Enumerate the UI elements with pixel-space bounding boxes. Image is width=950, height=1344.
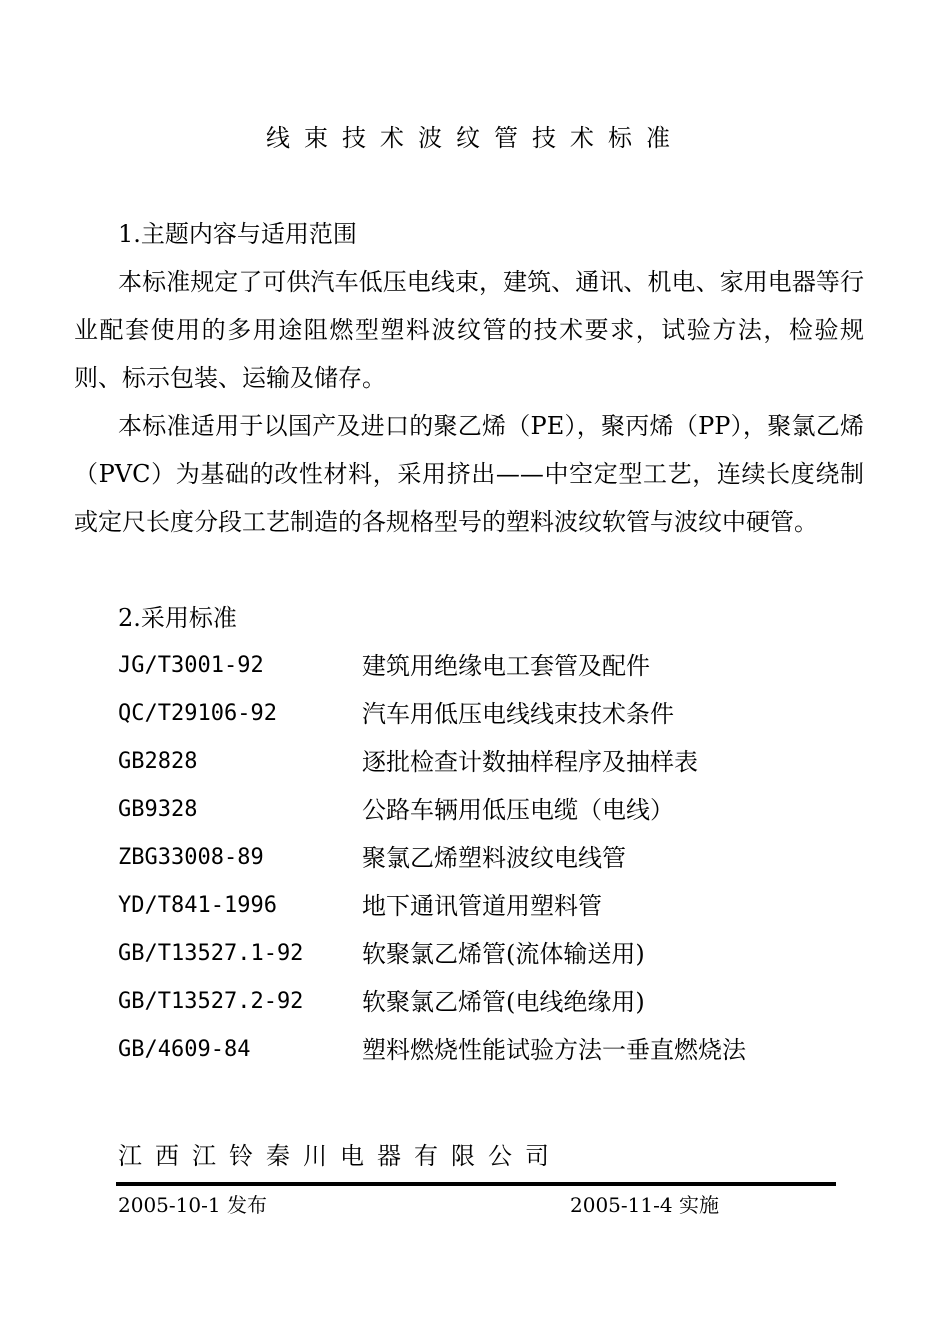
scope-paragraph-2: 本标准适用于以国产及进口的聚乙烯（PE），聚丙烯（PP），聚氯乙烯（PVC）为基础的改性材料，采用挤出——中空定型工艺，连续长度绕制或定尺长度分段工艺制造的各规格型号的塑料波纹软管与波纹中硬管。 [74, 412, 864, 536]
company-name: 江西江铃秦川电器有限公司 [118, 1142, 562, 1170]
scope-paragraph-1: 本标准规定了可供汽车低压电线束，建筑、通讯、机电、家用电器等行业配套使用的多用途阻燃型塑料波纹管的技术要求，试验方法，检验规则、标示包装、运输及储存。 [74, 268, 864, 392]
standard-item [118, 930, 838, 978]
standard-item [118, 738, 838, 786]
standard-code: GB/4609-84 [118, 1037, 251, 1062]
standard-name: 聚氯乙烯塑料波纹电线管 [362, 844, 626, 872]
standard-code: GB2828 [118, 749, 198, 774]
standards-list [118, 642, 838, 1074]
footer-divider [116, 1182, 836, 1186]
standard-item [118, 1026, 838, 1074]
section-heading-scope: 1.主题内容与适用范围 [118, 220, 357, 248]
document-title: 线束技术波纹管技术标准 [266, 124, 684, 152]
effective-date: 2005-11-4 实施 [570, 1193, 719, 1217]
standard-name: 汽车用低压电线线束技术条件 [362, 700, 674, 728]
standard-name: 软聚氯乙烯管(流体输送用) [362, 940, 645, 968]
standard-name: 公路车辆用低压电缆（电线） [362, 796, 674, 824]
standard-code: ZBG33008-89 [118, 845, 264, 870]
standard-code: GB/T13527.2-92 [118, 989, 304, 1014]
standard-code: QC/T29106-92 [118, 701, 277, 726]
standard-item [118, 978, 838, 1026]
standard-code: JG/T3001-92 [118, 653, 264, 678]
standard-item [118, 690, 838, 738]
standard-code: YD/T841-1996 [118, 893, 277, 918]
standard-code: GB9328 [118, 797, 198, 822]
standard-item [118, 882, 838, 930]
standard-code: GB/T13527.1-92 [118, 941, 304, 966]
standard-name: 软聚氯乙烯管(电线绝缘用) [362, 988, 645, 1016]
standard-item [118, 786, 838, 834]
section-heading-standards: 2.采用标准 [118, 604, 237, 632]
standard-item [118, 834, 838, 882]
issue-date: 2005-10-1 发布 [118, 1193, 267, 1217]
standard-name: 逐批检查计数抽样程序及抽样表 [362, 748, 698, 776]
standard-name: 地下通讯管道用塑料管 [362, 892, 602, 920]
standard-name: 建筑用绝缘电工套管及配件 [362, 652, 650, 680]
standard-item [118, 642, 838, 690]
standard-name: 塑料燃烧性能试验方法一垂直燃烧法 [362, 1036, 746, 1064]
